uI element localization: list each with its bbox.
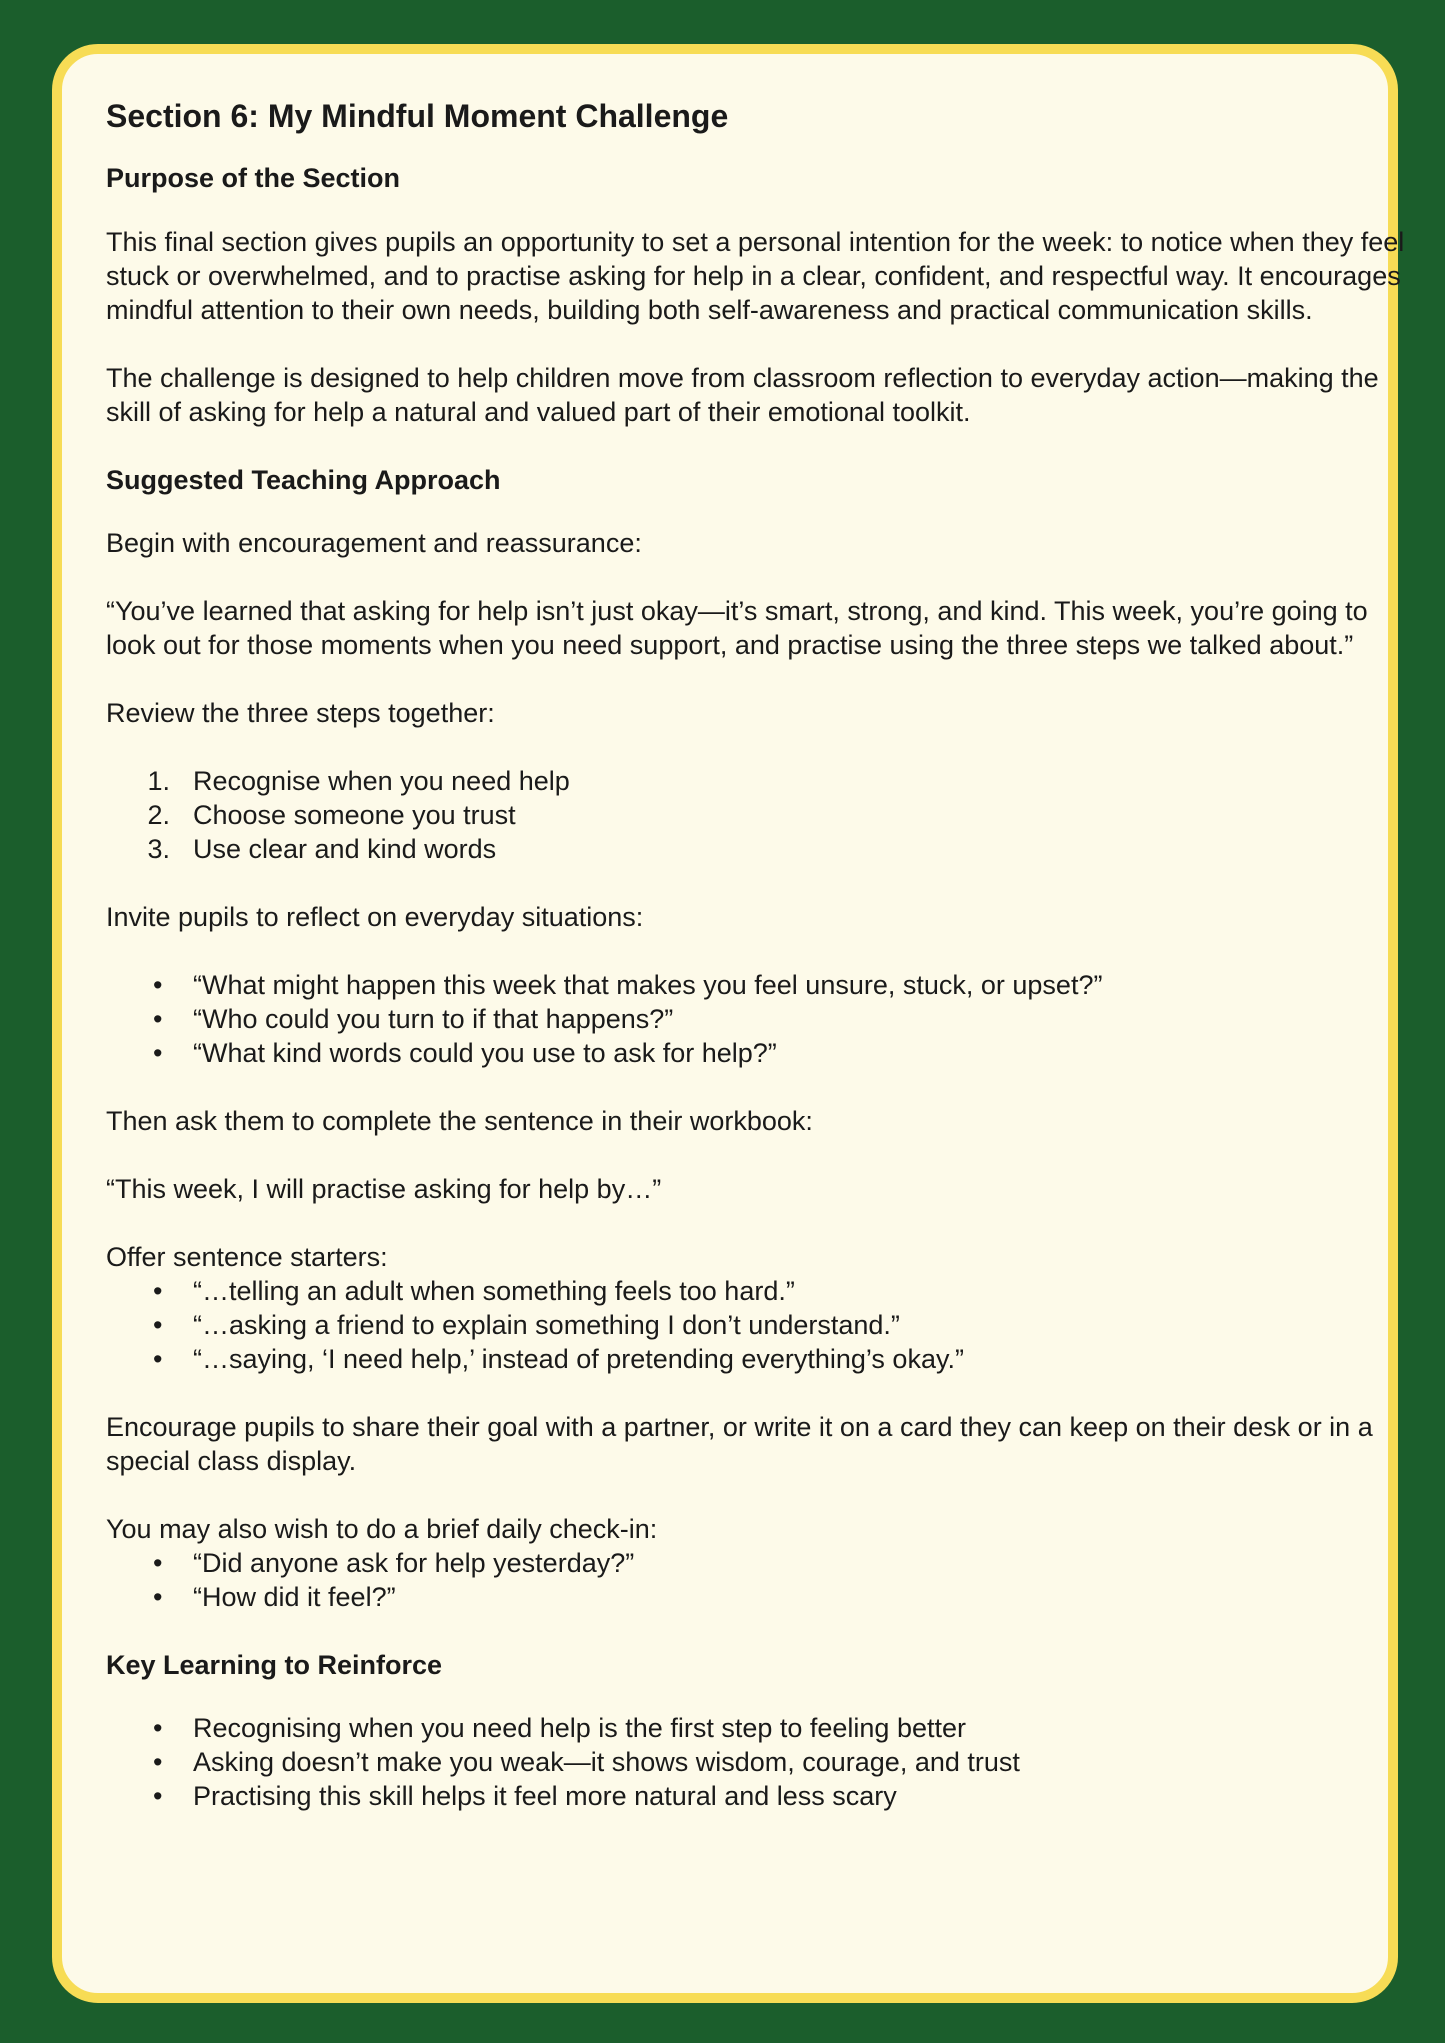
list-item bbox=[106, 1779, 1406, 1813]
bullet-icon: • bbox=[153, 1344, 163, 1374]
document-content bbox=[106, 100, 1406, 1813]
approach-share: Encourage pupils to share their goal with a partner, or write it on a card they can keep on their desk or in a special class display. bbox=[106, 1412, 1373, 1476]
step-text: Use clear and kind words bbox=[193, 834, 497, 864]
page-card bbox=[52, 44, 1405, 2003]
question-text: “What might happen this week that makes you feel unsure, stuck, or upset?” bbox=[193, 970, 1103, 1000]
list-item bbox=[106, 764, 1406, 798]
approach-complete: Then ask them to complete the sentence in their workbook: bbox=[106, 1106, 813, 1136]
key-learning-text: Recognising when you need help is the first step to feeling better bbox=[193, 1713, 966, 1743]
list-item bbox=[106, 1342, 1406, 1376]
bullet-icon: • bbox=[153, 1582, 163, 1612]
step-text: Recognise when you need help bbox=[193, 766, 570, 796]
step-number: 1. bbox=[147, 766, 170, 796]
purpose-paragraph-1: This final section gives pupils an opportunity to set a personal intention for the week: to notice when they feel stuck or overwhelmed, and to practise asking for help in a clear, confident, and respectful way. It encourages mindful attention to their own needs, building both self-awareness and practical communication skills. bbox=[106, 227, 1405, 325]
list-item bbox=[106, 798, 1406, 832]
checkin-text: “Did anyone ask for help yesterday?” bbox=[193, 1548, 635, 1578]
questions-list bbox=[106, 968, 1406, 1070]
approach-review: Review the three steps together: bbox=[106, 698, 495, 728]
steps-list bbox=[106, 764, 1406, 866]
checkin-intro: You may also wish to do a brief daily check-in: bbox=[106, 1514, 658, 1544]
starter-text: “…saying, ‘I need help,’ instead of pretending everything’s okay.” bbox=[193, 1344, 964, 1374]
starter-text: “…asking a friend to explain something I don’t understand.” bbox=[193, 1310, 900, 1340]
step-number: 2. bbox=[147, 800, 170, 830]
key-learning-heading: Key Learning to Reinforce bbox=[106, 1650, 443, 1680]
list-item bbox=[106, 1002, 1406, 1036]
list-item bbox=[106, 1745, 1406, 1779]
list-item bbox=[106, 1274, 1406, 1308]
checkin-list bbox=[106, 1546, 1406, 1614]
bullet-icon: • bbox=[153, 970, 163, 1000]
key-learning-list bbox=[106, 1711, 1406, 1813]
bullet-icon: • bbox=[153, 1548, 163, 1578]
approach-intro: Begin with encouragement and reassurance: bbox=[106, 528, 642, 558]
bullet-icon: • bbox=[153, 1713, 163, 1743]
step-text: Choose someone you trust bbox=[193, 800, 516, 830]
list-item bbox=[106, 1308, 1406, 1342]
approach-invite: Invite pupils to reflect on everyday situations: bbox=[106, 902, 644, 932]
approach-quote: “You’ve learned that asking for help isn’t just okay—it’s smart, strong, and kind. This week, you’re going to look out for those moments when you need support, and practise using the three steps we talked about.” bbox=[106, 596, 1368, 660]
starter-text: “…telling an adult when something feels too hard.” bbox=[193, 1276, 795, 1306]
bullet-icon: • bbox=[153, 1004, 163, 1034]
page-title: Section 6: My Mindful Moment Challenge bbox=[106, 98, 729, 134]
key-learning-text: Asking doesn’t make you weak—it shows wisdom, courage, and trust bbox=[193, 1747, 1020, 1777]
list-item bbox=[106, 1580, 1406, 1614]
list-item bbox=[106, 1036, 1406, 1070]
bullet-icon: • bbox=[153, 1038, 163, 1068]
list-item bbox=[106, 832, 1406, 866]
question-text: “What kind words could you use to ask for help?” bbox=[193, 1038, 777, 1068]
list-item bbox=[106, 1546, 1406, 1580]
bullet-icon: • bbox=[153, 1747, 163, 1777]
question-text: “Who could you turn to if that happens?” bbox=[193, 1004, 674, 1034]
key-learning-text: Practising this skill helps it feel more natural and less scary bbox=[193, 1781, 897, 1811]
bullet-icon: • bbox=[153, 1276, 163, 1306]
list-item bbox=[106, 1711, 1406, 1745]
list-item bbox=[106, 968, 1406, 1002]
bullet-icon: • bbox=[153, 1781, 163, 1811]
starters-list bbox=[106, 1274, 1406, 1376]
approach-sentence: “This week, I will practise asking for help by…” bbox=[106, 1174, 662, 1204]
purpose-paragraph-2: The challenge is designed to help children move from classroom reflection to everyday action—making the skill of asking for help a natural and valued part of their emotional toolkit. bbox=[106, 363, 1379, 427]
bullet-icon: • bbox=[153, 1310, 163, 1340]
starters-intro: Offer sentence starters: bbox=[106, 1242, 388, 1272]
approach-heading: Suggested Teaching Approach bbox=[106, 465, 501, 495]
purpose-heading: Purpose of the Section bbox=[106, 163, 401, 193]
checkin-text: “How did it feel?” bbox=[193, 1582, 396, 1612]
step-number: 3. bbox=[147, 834, 170, 864]
